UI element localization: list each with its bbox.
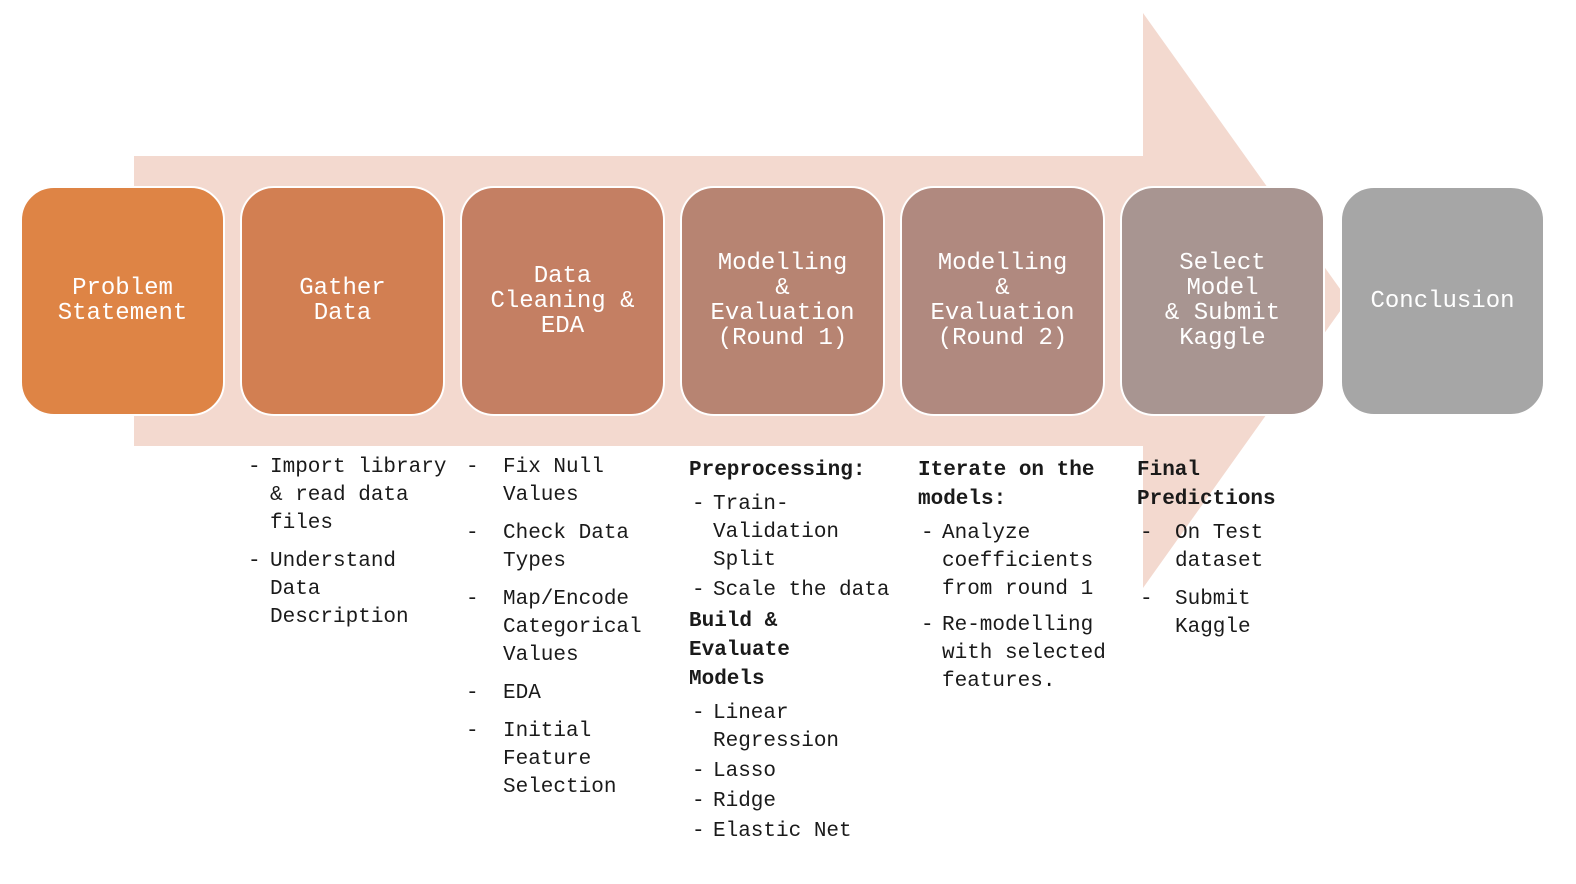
list-item: - On Test dataset bbox=[1137, 520, 1307, 576]
list-item: - Import library & read data files bbox=[248, 454, 448, 538]
final-predictions-heading: Final Predictions bbox=[1137, 459, 1276, 511]
list-item: - EDA bbox=[463, 680, 673, 708]
list-item: - Submit Kaggle bbox=[1137, 586, 1307, 642]
submit-details bbox=[1137, 454, 1307, 652]
stage-data-cleaning-eda: Data Cleaning & EDA bbox=[460, 186, 665, 416]
list-item: - Fix Null Values bbox=[463, 454, 673, 510]
stage-problem-statement: Problem Statement bbox=[20, 186, 225, 416]
list-item: - Elastic Net bbox=[689, 818, 899, 846]
list-item: - Train-Validation Split bbox=[689, 491, 899, 575]
stage-modelling-round-1: Modelling & Evaluation (Round 1) bbox=[680, 186, 885, 416]
gather-data-details bbox=[248, 454, 448, 642]
iterate-heading: Iterate on the models: bbox=[918, 459, 1095, 511]
stage-conclusion: Conclusion bbox=[1340, 186, 1545, 416]
list-item: - Re-modelling with selected features. bbox=[918, 612, 1123, 696]
list-item: - Linear Regression bbox=[689, 700, 899, 756]
list-item: - Lasso bbox=[689, 758, 899, 786]
round-1-details bbox=[689, 454, 899, 848]
list-item: - Understand Data Description bbox=[248, 548, 448, 632]
list-item: - Analyze coefficients from round 1 bbox=[918, 520, 1123, 604]
stage-gather-data: Gather Data bbox=[240, 186, 445, 416]
stage-modelling-round-2: Modelling & Evaluation (Round 2) bbox=[900, 186, 1105, 416]
list-item: - Map/Encode Categorical Values bbox=[463, 586, 673, 670]
stage-select-model-submit: Select Model & Submit Kaggle bbox=[1120, 186, 1325, 416]
round-2-details bbox=[918, 454, 1123, 704]
preprocessing-heading: Preprocessing: bbox=[689, 459, 866, 482]
data-cleaning-details bbox=[463, 454, 673, 812]
list-item: - Ridge bbox=[689, 788, 899, 816]
list-item: - Initial Feature Selection bbox=[463, 718, 673, 802]
build-evaluate-heading: Build & Evaluate Models bbox=[689, 610, 790, 691]
list-item: - Check Data Types bbox=[463, 520, 673, 576]
list-item: - Scale the data bbox=[689, 577, 899, 605]
